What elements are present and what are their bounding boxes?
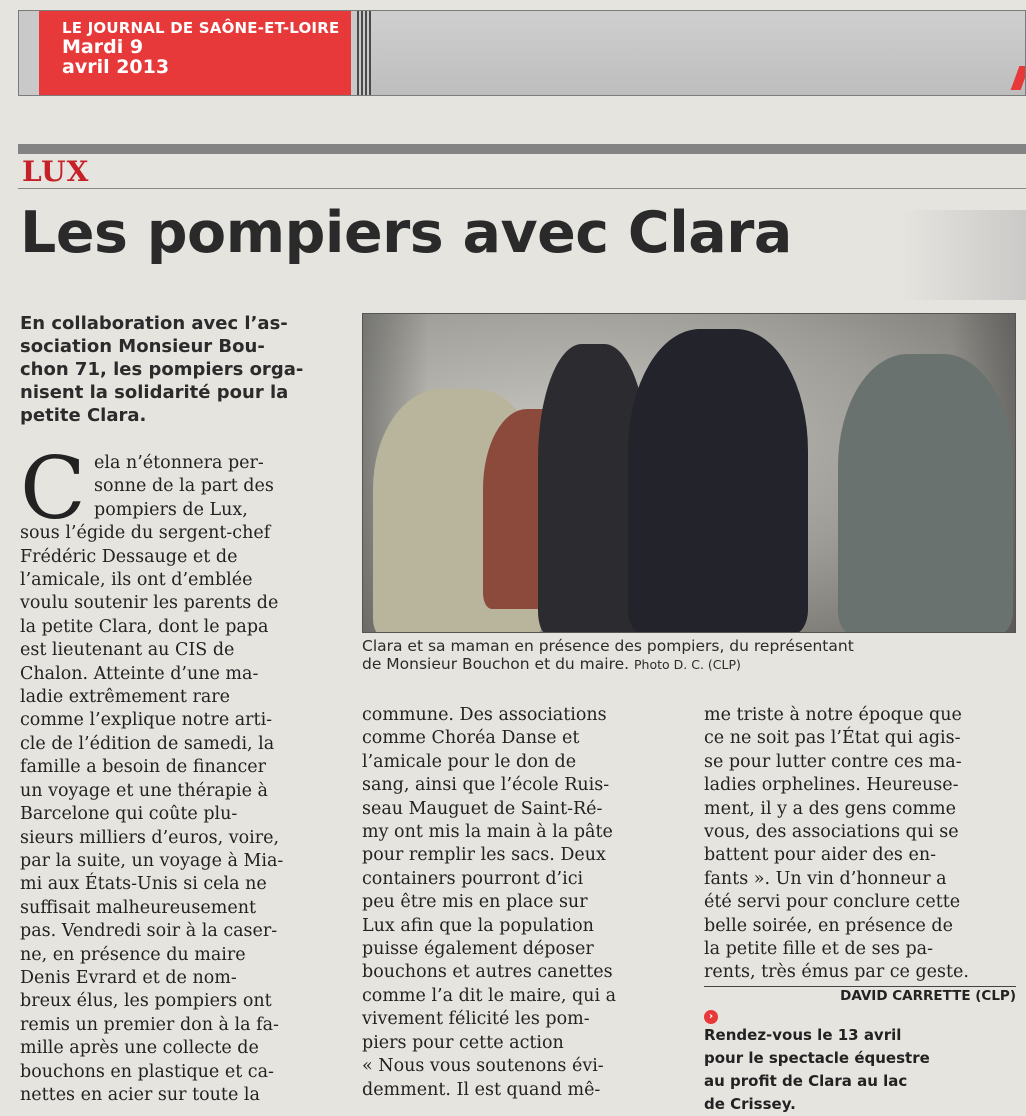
column-3 <box>704 704 1020 985</box>
body-line: Lux afin que la population <box>362 915 594 936</box>
body-line: pas. Vendredi soir à la caser- <box>20 921 278 942</box>
section-label: LUX <box>22 155 90 188</box>
body-line: la petite Clara, dont le papa <box>20 616 269 637</box>
newspaper-name: LE JOURNAL DE SAÔNE-ET-LOIRE <box>62 19 340 37</box>
body-line: cle de l’édition de samedi, la <box>20 733 275 754</box>
body-line: comme Choréa Danse et <box>362 728 580 749</box>
section-divider <box>18 188 1026 189</box>
body-line: remis un premier don à la fa- <box>20 1014 279 1035</box>
body-line: my ont mis la main à la pâte <box>362 822 613 843</box>
caption-line-2: de Monsieur Bouchon et du maire. Photo D. C. (CLP) <box>362 655 741 673</box>
body-line: pompiers de Lux, <box>94 499 248 520</box>
body-line: demment. Il est quand mê- <box>362 1079 601 1100</box>
date-line-1: Mardi 9 <box>62 36 144 58</box>
body-line: ladie extrêmement rare <box>20 687 231 708</box>
event-box-text: au profit de Clara au lac <box>704 1072 908 1090</box>
caption-line-1: Clara et sa maman en présence des pompiers, du représentant <box>362 637 854 655</box>
drop-cap: C <box>20 439 86 539</box>
body-line: bouchons en plastique et ca- <box>20 1061 274 1082</box>
body-line: piers pour cette action <box>362 1032 564 1053</box>
body-line: « Nous vous soutenons évi- <box>362 1056 604 1077</box>
masthead-date-box <box>39 11 351 96</box>
byline-rule <box>704 986 1016 987</box>
body-line: Frédéric Dessauge et de <box>20 546 238 567</box>
body-line: voulu soutenir les parents de <box>20 593 279 614</box>
body-line: est lieutenant au CIS de <box>20 640 235 661</box>
body-line: ment, il y a des gens comme <box>704 798 956 819</box>
body-line: Chalon. Atteinte d’une ma- <box>20 663 259 684</box>
column-2 <box>362 704 680 1102</box>
body-line: ela n’étonnera per- <box>94 453 264 473</box>
column-1-body <box>20 522 340 1107</box>
date-line-2: avril 2013 <box>62 56 170 78</box>
body-line: breux élus, les pompiers ont <box>20 991 272 1012</box>
body-line: sous l’égide du sergent-chef <box>20 523 271 544</box>
body-line: seau Mauguet de Saint-Ré- <box>362 798 603 819</box>
body-line: commune. Des associations <box>362 705 607 725</box>
body-line: comme l’a dit le maire, qui a <box>362 985 617 1006</box>
masthead-band <box>371 11 1025 96</box>
body-line: ladies orphelines. Heureuse- <box>704 775 959 796</box>
event-box-text: pour le spectacle équestre <box>704 1049 930 1067</box>
body-line: comme l’explique notre arti- <box>20 710 273 731</box>
masthead <box>18 10 1026 96</box>
event-box-line <box>704 1070 1016 1093</box>
photo-figure-mayor <box>838 354 1013 633</box>
body-line: Barcelone qui coûte plu- <box>20 804 238 825</box>
photo-figure-firefighter-2 <box>628 329 808 633</box>
body-line: Denis Evrard et de nom- <box>20 967 237 988</box>
section-rule <box>18 144 1026 154</box>
headline: Les pompiers avec Clara <box>20 200 792 266</box>
body-line: vous, des associations qui se <box>704 822 959 843</box>
body-line: famille a besoin de financer <box>20 757 267 778</box>
body-line: la petite fille et de ses pa- <box>704 939 934 960</box>
event-box-line <box>704 1093 1016 1116</box>
body-line: pour remplir les sacs. Deux <box>362 845 606 866</box>
photo-credit: Photo D. C. (CLP) <box>634 657 741 672</box>
body-line: peu être mis en place sur <box>362 892 588 913</box>
byline: DAVID CARRETTE (CLP) <box>840 988 1016 1004</box>
event-box <box>704 1010 1016 1116</box>
lead-line: nisent la solidarité pour la <box>20 382 289 403</box>
bleed-through-shadow <box>900 210 1026 300</box>
body-line: l’amicale pour le don de <box>362 751 577 772</box>
article-photo <box>362 313 1016 633</box>
event-box-text: Rendez-vous le 13 avril <box>704 1026 902 1044</box>
lead-line: petite Clara. <box>20 405 147 426</box>
body-line: l’amicale, ils ont d’emblée <box>20 570 253 591</box>
event-box-text: de Crissey. <box>704 1095 796 1113</box>
body-line: mille après une collecte de <box>20 1038 259 1059</box>
lead-line: chon 71, les pompiers orga- <box>20 359 304 380</box>
body-line: me triste à notre époque que <box>704 705 962 725</box>
body-line: battent pour aider des en- <box>704 845 937 866</box>
lead-paragraph <box>20 312 340 427</box>
body-line: mi aux États-Unis si cela ne <box>20 874 267 895</box>
photo-caption <box>362 637 1022 674</box>
body-line: par la suite, un voyage à Mia- <box>20 850 284 871</box>
body-line: sang, ainsi que l’école Ruis- <box>362 775 610 796</box>
body-line: sonne de la part des <box>94 476 274 497</box>
body-line: sieurs milliers d’euros, voire, <box>20 827 280 848</box>
arrow-circle-icon: › <box>704 1010 718 1024</box>
masthead-stripes <box>357 11 371 96</box>
body-line: été servi pour conclure cette <box>704 892 961 913</box>
event-box-line <box>704 1047 1016 1070</box>
column-1 <box>20 439 340 1107</box>
body-line: suffisait malheureusement <box>20 897 256 918</box>
body-line: ne, en présence du maire <box>20 944 246 965</box>
body-line: fants ». Un vin d’honneur a <box>704 868 947 889</box>
body-line: vivement félicité les pom- <box>362 1009 590 1030</box>
body-line: puisse également déposer <box>362 939 594 960</box>
body-line: belle soirée, en présence de <box>704 915 953 936</box>
body-line: un voyage et une thérapie à <box>20 780 268 801</box>
column-1-intro <box>94 452 340 522</box>
lead-line: En collaboration avec l’as- <box>20 313 288 334</box>
body-line: rents, très émus par ce geste. <box>704 962 969 983</box>
body-line: containers pourront d’ici <box>362 868 584 889</box>
body-line: bouchons et autres canettes <box>362 962 613 983</box>
event-box-line <box>704 1010 1016 1047</box>
body-line: nettes en acier sur toute la <box>20 1084 260 1105</box>
lead-line: sociation Monsieur Bou- <box>20 336 265 357</box>
body-line: se pour lutter contre ces ma- <box>704 751 962 772</box>
body-line: ce ne soit pas l’État qui agis- <box>704 728 961 749</box>
